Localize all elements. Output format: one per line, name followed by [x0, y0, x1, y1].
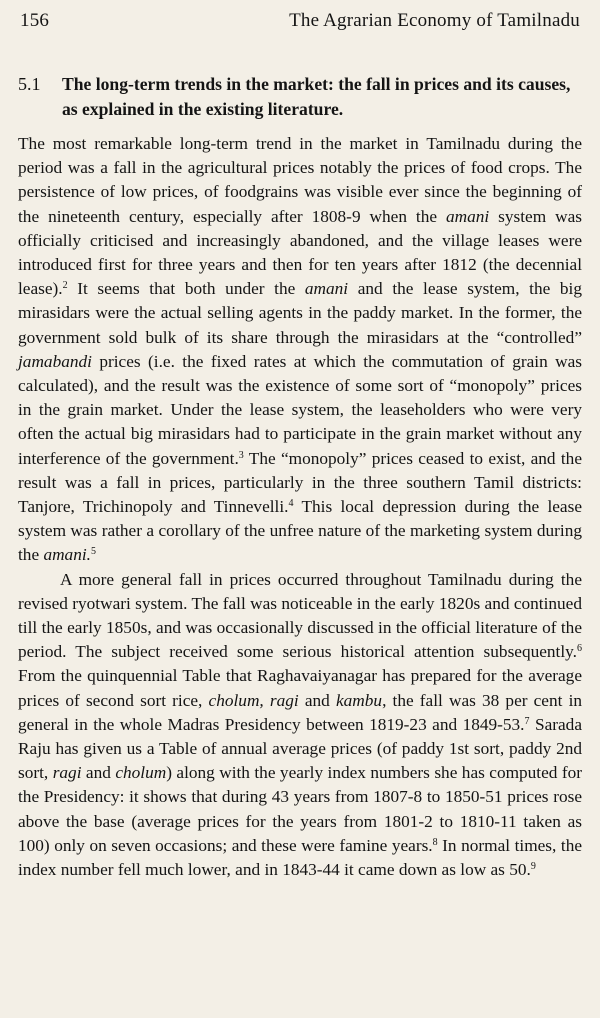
- text-run: From the quinquennial Table that Raghavaiyanagar has prepared for the average prices of second sort rice,: [18, 666, 582, 710]
- text-run: and the lease system, the big mirasidars were the actual selling agents in the paddy market. In the former, the government sold bulk of its share through the mirasidars at the “controlled”: [18, 279, 582, 347]
- italic-term: cholum,: [208, 690, 264, 710]
- page-number: 156: [20, 10, 50, 31]
- footnote-ref: 3: [238, 449, 244, 461]
- italic-term: ragi: [269, 690, 299, 710]
- italic-term: amani: [304, 279, 349, 299]
- italic-term: jamabandi: [18, 351, 92, 371]
- text-run: ) along with the yearly index numbers she has computed for the Presidency: it shows that during 43 years from 1807-8 to 1850-51 prices rose above the base (average prices for the years from 1801-2 to 1810-11 taken as 100) only on seven occasions; and these were famine years.: [18, 763, 583, 855]
- italic-term: amani: [446, 206, 490, 226]
- text-run: This local depression during the lease system was rather a corollary of the unfree nature of the marketing system during the: [18, 497, 582, 565]
- text-run: , the fall was 38 per cent in general in the whole Madras Presidency between 1819-23 and 1849-53.: [18, 690, 583, 734]
- footnote-ref: 6: [577, 643, 582, 655]
- section-title: The long-term trends in the market: the fall in prices and its causes, as explained in the existing literature.: [62, 74, 571, 119]
- italic-term: kambu: [335, 690, 383, 710]
- body-text: [18, 132, 582, 882]
- footnote-ref: 4: [288, 498, 294, 510]
- italic-term: ragi: [52, 763, 82, 783]
- footnote-ref: 9: [530, 861, 536, 873]
- text-run: The “monopoly” prices ceased to exist, and the result was a fall in prices, particularly in the three southern Tamil districts: Tanjore, Trichinopoly and Tinnevelli.: [18, 448, 582, 517]
- italic-term: cholum: [115, 763, 167, 783]
- footnote-ref: 8: [432, 836, 438, 848]
- paragraph-2: [18, 568, 582, 883]
- footnote-ref: 7: [524, 715, 530, 727]
- text-run: system was officially criticised and increasingly abandoned, and the village leases were introduced first for three years and then for ten years after 1812 (the decennial lease).: [18, 206, 582, 299]
- footnote-ref: 2: [62, 280, 68, 292]
- text-run: It seems that both under the: [67, 279, 305, 299]
- paragraph-1: [18, 132, 582, 568]
- text-run: prices (i.e. the fixed rates at which the commutation of grain was calculated), and the result was the existence of some sort of “monopoly” prices in the grain market. Under the lease system, the leaseholders who were very often the actual big mirasidars had to participate in the grain market without any interference of the government.: [18, 351, 582, 468]
- footnote-ref: 5: [90, 546, 96, 558]
- text-run: and: [81, 763, 116, 783]
- text-run: A more general fall in prices occurred throughout Tamilnadu during the revised ryotwari system. The fall was noticeable in the early 1820s and continued till the early 1850s, and was occasionally discussed in the official literature of the period. The subject received some serious historical attention subsequently.: [18, 569, 582, 662]
- running-title: The Agrarian Economy of Tamilnadu: [289, 10, 580, 31]
- section-number: 5.1: [18, 74, 41, 94]
- italic-term: amani.: [43, 545, 91, 565]
- running-head: [18, 10, 582, 40]
- text-run: In normal times, the index number fell much lower, and in 1843-44 it came down as low as 50.: [18, 835, 582, 880]
- section-heading: [18, 72, 582, 122]
- text-run: and: [298, 690, 336, 710]
- text-run: The most remarkable long-term trend in the market in Tamilnadu during the period was a fall in the agricultural prices notably the prices of food crops. The persistence of low prices, of foodgrains was visible ever since the beginning of the nineteenth century, especially after 1808-9 when the: [18, 134, 582, 226]
- text-run: Sarada Raju has given us a Table of annual average prices (of paddy 1st sort, paddy 2nd sort,: [18, 714, 582, 783]
